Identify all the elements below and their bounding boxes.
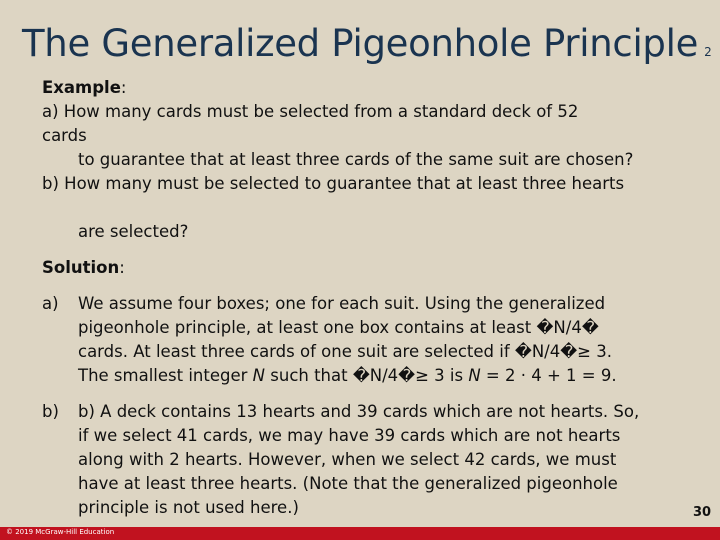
- title-text: The Generalized Pigeonhole Principle: [22, 22, 699, 65]
- solution-a-line-4: [78, 366, 617, 386]
- solution-b-line-5: principle is not used here.): [78, 498, 299, 517]
- solution-heading-colon: :: [119, 258, 125, 277]
- title-superscript: 2: [704, 45, 712, 59]
- solution-heading: [42, 258, 125, 278]
- solution-a-line-4-mid: such that �N/4�≥ 3 is: [265, 366, 469, 385]
- solution-b-marker: b): [42, 402, 59, 421]
- solution-b-line-2: if we select 41 cards, we may have 39 cards which are not hearts: [78, 426, 621, 445]
- solution-a-line-4-post: = 2 · 4 + 1 = 9.: [480, 366, 617, 385]
- solution-a-line-3: cards. At least three cards of one suit are selected if �N/4�≥ 3.: [78, 342, 612, 361]
- solution-heading-label: Solution: [42, 258, 120, 277]
- example-a-line-3: to guarantee that at least three cards of the same suit are chosen?: [78, 150, 634, 169]
- example-heading-label: Example: [42, 78, 121, 97]
- slide-title: [22, 22, 711, 65]
- example-a-line-1: a) How many cards must be selected from a standard deck of 52: [42, 102, 579, 121]
- example-heading-colon: :: [120, 78, 127, 97]
- footer-bar: [0, 527, 720, 540]
- page-number: 30: [693, 505, 712, 520]
- solution-b-line-1: b) A deck contains 13 hearts and 39 cards which are not hearts. So,: [78, 402, 640, 421]
- solution-a-line-4-pre: The smallest integer: [78, 366, 253, 385]
- example-heading: [42, 78, 126, 98]
- solution-a-line-1: We assume four boxes; one for each suit. Using the generalized: [78, 294, 606, 313]
- solution-a-line-2: pigeonhole principle, at least one box contains at least �N/4�: [78, 318, 599, 337]
- variable-n: N: [468, 366, 481, 385]
- example-a-line-2: cards: [42, 126, 87, 145]
- variable-n: N: [252, 366, 266, 385]
- example-b-line-2: are selected?: [78, 222, 189, 241]
- solution-a-marker: a): [42, 294, 59, 313]
- example-b-line-1: b) How many must be selected to guarantee that at least three hearts: [42, 174, 625, 193]
- footer-copyright: © 2019 McGraw-Hill Education: [6, 528, 115, 536]
- solution-b-line-4: have at least three hearts. (Note that the generalized pigeonhole: [78, 474, 618, 493]
- solution-b-line-3: along with 2 hearts. However, when we select 42 cards, we must: [78, 450, 617, 469]
